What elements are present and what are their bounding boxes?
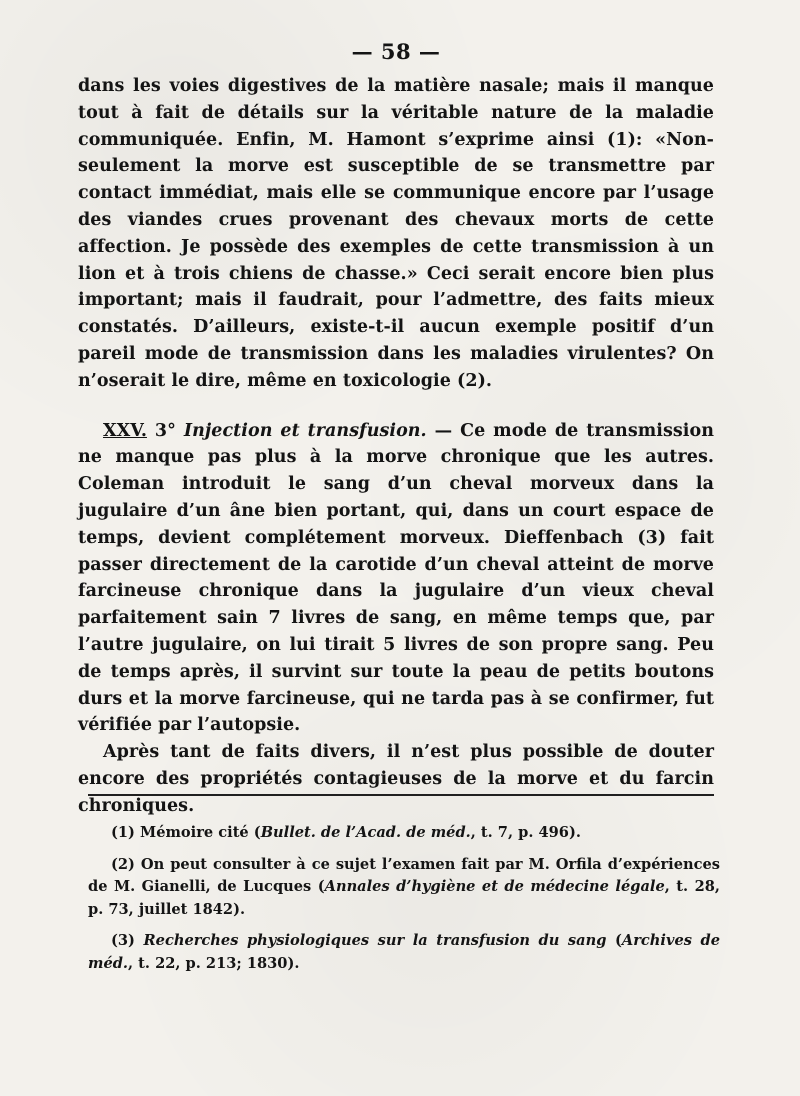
footnote-2 — [88, 854, 720, 922]
footnote-1-suffix: , t. 7, p. 496). — [470, 824, 581, 841]
footnote-2-prefix: (2) On peut consulter à ce sujet l’examen fait par M. Orfila d’expériences de M. Gianelli, de Lucques ( — [88, 855, 720, 895]
paragraph-3: Après tant de faits divers, il n’est plus possible de douter encore des propriétés contagieuses de la morve et du farcin chroniques. — [78, 742, 714, 816]
footnote-2-source: Annales d’hygiène et de médecine légale — [324, 878, 665, 895]
section-number: XXV. — [103, 420, 147, 441]
footnote-divider — [88, 794, 714, 796]
section-item-number: 3° — [154, 420, 176, 441]
main-text — [78, 73, 714, 820]
footnote-3-suffix: , t. 22, p. 213; 1830). — [128, 954, 300, 972]
footnote-1-source: Bullet. de l’Acad. de méd. — [260, 824, 471, 841]
section-title: Injection et transfusion. — [183, 420, 427, 441]
paragraph-1: dans les voies digestives de la matière nasale; mais il manque tout à fait de détails sur la véritable nature de la maladie communiquée. Enfin, M. Hamont s’exprime ainsi (1): «Non-seulement la morve est susceptible de se transmettre par contact immédiat, mais elle se communique encore par l’usage des viandes crues provenant des chevaux morts de cette affection. Je possède des exemples de cette transmission à un lion et à trois chiens de chasse.» Ceci serait encore bien plus important; mais il faudrait, pour l’admettre, des faits mieux constatés. D’ailleurs, existe-t-il aucun exemple positif d’un pareil mode de transmission dans les maladies virulentes? On n’oserait le dire, même en toxicologie (2). — [78, 76, 714, 391]
footnote-3 — [88, 930, 720, 975]
page-number: — 58 — — [351, 39, 441, 64]
footnote-3-prefix: (3) — [111, 932, 144, 949]
section-text: — Ce mode de transmission ne manque pas plus à la morve chronique que les autres. Coleman introduit le sang d’un cheval morveux dans la jugulaire d’un âne bien portant, qui, dans un court espace de temps, devient complétement morveux. Dieffenbach (3) fait passer directement de la carotide d’un cheval atteint de morve farcineuse chronique dans la jugulaire d’un vieux cheval parfaitement sain 7 livres de sang, en même temps que, par l’autre jugulaire, on lui tirait 5 livres de son propre sang. Peu de temps après, il survint sur toute la peau de petits boutons durs et la morve farcineuse, qui ne tarda pas à se confirmer, fut vérifiée par l’autopsie. — [78, 420, 714, 736]
footnote-2-suffix: , t. 28, p. 73, juillet 1842). — [88, 878, 720, 918]
footnotes — [88, 822, 720, 984]
footnote-3-middle: ( — [606, 932, 622, 949]
footnote-3-source: Archives de méd. — [88, 932, 720, 972]
footnote-3-title: Recherches physiologiques sur la transfusion du sang — [143, 932, 607, 949]
footnote-1 — [88, 822, 720, 845]
section-paragraph — [78, 418, 714, 740]
footnote-1-prefix: (1) Mémoire cité ( — [111, 824, 261, 841]
